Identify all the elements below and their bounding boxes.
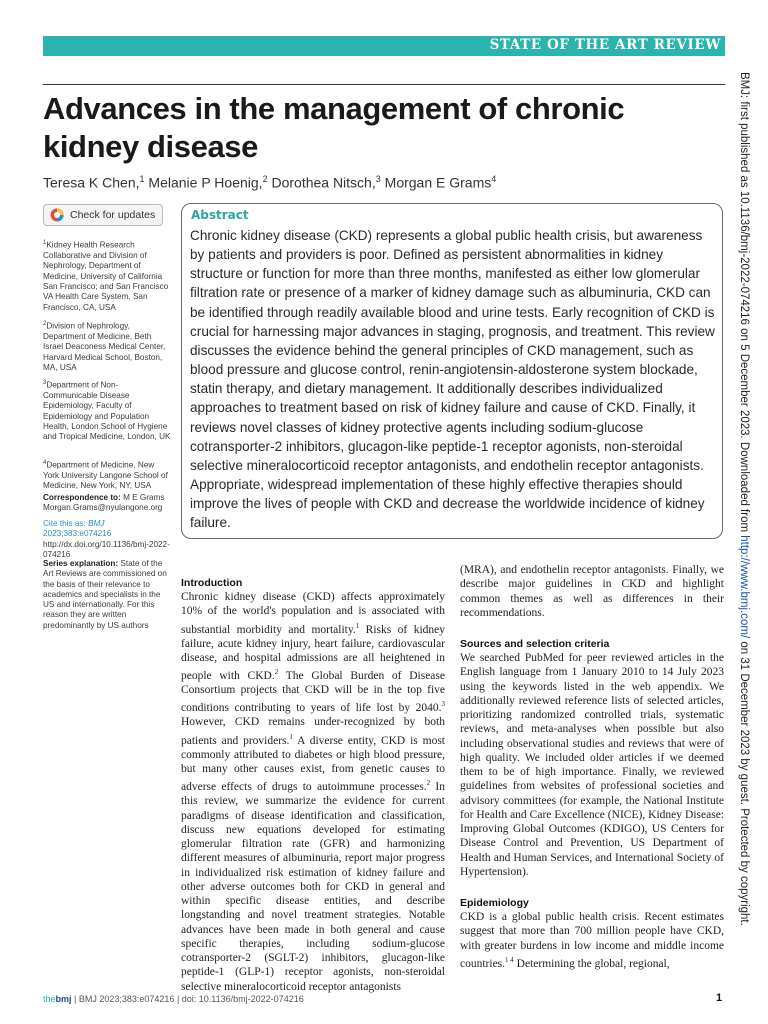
affiliation-3: $^3$Department of Non-Communicable Disease Epidemiology, Faculty of Epidemiology and Population Health, London School of Hygiene and Tropical Medicine, London, UK [43, 380, 171, 442]
journal-logo-bmj: bmj [55, 994, 72, 1004]
abstract-heading: Abstract [191, 208, 249, 222]
correspondence: Correspondence to: M E Grams Morgan.Grams@nyulangone.org [43, 493, 165, 513]
reference-marker: 1 [355, 621, 360, 630]
check-for-updates-label: Check for updates [70, 209, 156, 221]
author-affiliation-ref: 1 [139, 174, 145, 184]
introduction-continued: (MRA), and endothelin receptor antagonists. Finally, we describe major guidelines in CKD and highlight common themes as well as differences in their recommendations. [460, 564, 724, 619]
bmj-link[interactable]: http://www.bmj.com/ [738, 535, 750, 639]
author-name: Morgan E Grams [380, 174, 492, 191]
header-rule [43, 84, 725, 85]
article-title: Advances in the management of chronic kidney disease [43, 91, 625, 164]
author-name: Melanie P Hoenig, [144, 174, 263, 191]
download-notice: BMJ: first published as 10.1136/bmj-2022-074216 on 5 December 2023. Downloaded from http://www.bmj.com/ on 31 December 2023 by guest. Protected by copyright. [738, 72, 750, 926]
page-footer: thebmj | BMJ 2023;383:e074216 | doi: 10.1136/bmj-2022-074216 [43, 994, 304, 1004]
journal-logo-the: the [43, 994, 56, 1004]
correspondence-email[interactable]: Morgan.Grams@nyulangone.org [43, 503, 163, 513]
section-banner [43, 36, 725, 56]
author-affiliation-ref: 3 [375, 174, 381, 184]
check-updates-icon [50, 208, 64, 222]
author-list [43, 174, 496, 191]
introduction-text: Chronic kidney disease (CKD) affects approximately 10% of the world's population and is associated with substantial morbidity and mortality.$^1$ Risks of kidney failure, acute kidney injury, heart failure, cardiovascular disease, and hospital admissions are all heightened in people with CKD.$^2$ The Global Burden of Disease Consortium projects that CKD will be in the top five conditions contributing to years of life lost by 2040.$^3$ However, CKD remains under-recognized by both patients and providers.$^1$ A diverse entity, CKD is most commonly attributed to diabetes or high blood pressure, but many other causes exist, from genetic causes to adverse effects of drugs to autoimmune processes.$^2$ In this review, we summarize the evidence for current paradigms of disease identification and classification, discuss new equations developed for estimating glomerular filtration rate (GFR) and harmonizing different measures of albuminuria, report major progress in individualized risk estimation of kidney failure and other adverse outcomes both for CKD in general and within specific disease entities, and describe longstanding and novel treatment strategies. Notable advances have been made in both general and cause specific therapies, including sodium-glucose cotransporter-2 (SGLT-2) inhibitors, glucagon-like peptide-1 (GLP-1) receptor agonists, non-steroidal selective mineralocorticoid receptor antagonists [181, 591, 445, 993]
author-name: Teresa K Chen, [43, 174, 140, 191]
abstract-text: Chronic kidney disease (CKD) represents a global public health crisis, but awareness by patients and providers is poor. Defined as persistent abnormalities in kidney structure or function for more than three months, manifested as either low glomerular filtration rate or presence of a marker of kidney damage such as albuminuria, CKD can be identified through readily available blood and urine tests. Early recognition of CKD is crucial for harnessing major advances in staging, prognosis, and treatment. This review discusses the evidence behind the general principles of CKD management, such as blood pressure and glucose control, renin-angiotensin-aldosterone system blockade, statin therapy, and dietary management. It additionally describes individualized approaches to treatment based on risk of kidney failure and cause of CKD. Finally, it reviews novel classes of kidney protective agents including sodium-glucose cotransporter-2 inhibitors, glucagon-like peptide-1 receptor agonists, non-steroidal selective mineralocorticoid receptor antagonists, and endothelin receptor antagonists. Appropriate, widespread implementation of these highly effective therapies should improve the lives of people with CKD and decrease the worldwide incidence of kidney failure. [190, 228, 715, 531]
reference-marker: 2 [426, 779, 431, 788]
check-for-updates-button[interactable] [43, 204, 163, 226]
banner-label: STATE OF THE ART REVIEW [489, 37, 721, 53]
author-affiliation-ref: 4 [491, 174, 497, 184]
reference-marker: 3 [441, 700, 445, 709]
author-name: Dorothea Nitsch, [267, 174, 376, 191]
author-affiliation-ref: 2 [262, 174, 268, 184]
affiliation-1: $^1$Kidney Health Research Collaborative and Division of Nephrology, Department of Medicine, University of California San Francisco; and San Francisco VA Health Care System, San Francisco, CA, USA [43, 240, 169, 312]
epidemiology-heading: Epidemiology [460, 897, 529, 909]
doi-link[interactable]: http://dx.doi.org/10.1136/bmj-2022-074216 [43, 539, 170, 559]
sources-text: We searched PubMed for peer reviewed articles in the English language from 1 January 2010 to 14 July 2023 using the keywords listed in the web appendix. We additionally reviewed reference lists of selected articles, prioritizing randomized controlled trials, systematic reviews, and meta-analyses when possible but also including observational studies and reviews that were of high quality. We included older articles if we deemed them to be of high importance. Finally, we reviewed guidelines from websites of professional societies and advisory committees (for example, the National Institute for Health and Care Excellence (NICE), Kidney Disease: Improving Global Outcomes (KDIGO), US Centers for Disease Control and Prevention, US Department of Health and Human Services, and International Society of Hypertension). [460, 652, 724, 878]
reference-marker: 1 [289, 732, 293, 741]
affiliation-2: $^2$Division of Nephrology, Department of Medicine, Beth Israel Deaconess Medical Center, Harvard Medical School, Boston, MA, USA [43, 321, 166, 372]
introduction-heading: Introduction [181, 577, 243, 589]
page-number: 1 [716, 992, 723, 1004]
cite-as: Cite this as: BMJ 2023;383:e074216 http://dx.doi.org/10.1136/bmj-2022-074216 [43, 519, 170, 559]
affiliation-4: $^4$Department of Medicine, New York University Langone School of Medicine, New York, NY, USA [43, 460, 168, 491]
series-explanation: Series explanation: State of the Art Reviews are commissioned on the basis of their relevance to academics and specialists in the US and internationally. For this reason they are written predominantly by US authors [43, 559, 167, 630]
sources-heading: Sources and selection criteria [460, 638, 610, 650]
epidemiology-text: CKD is a global public health crisis. Recent estimates suggest that more than 700 million people have CKD, with greater burdens in low income and middle income countries.$^{1 4}$ Determining the global, regional, [460, 911, 724, 970]
body-column-right [460, 563, 724, 971]
body-column-left [181, 577, 445, 994]
reference-marker: 2 [274, 668, 279, 677]
